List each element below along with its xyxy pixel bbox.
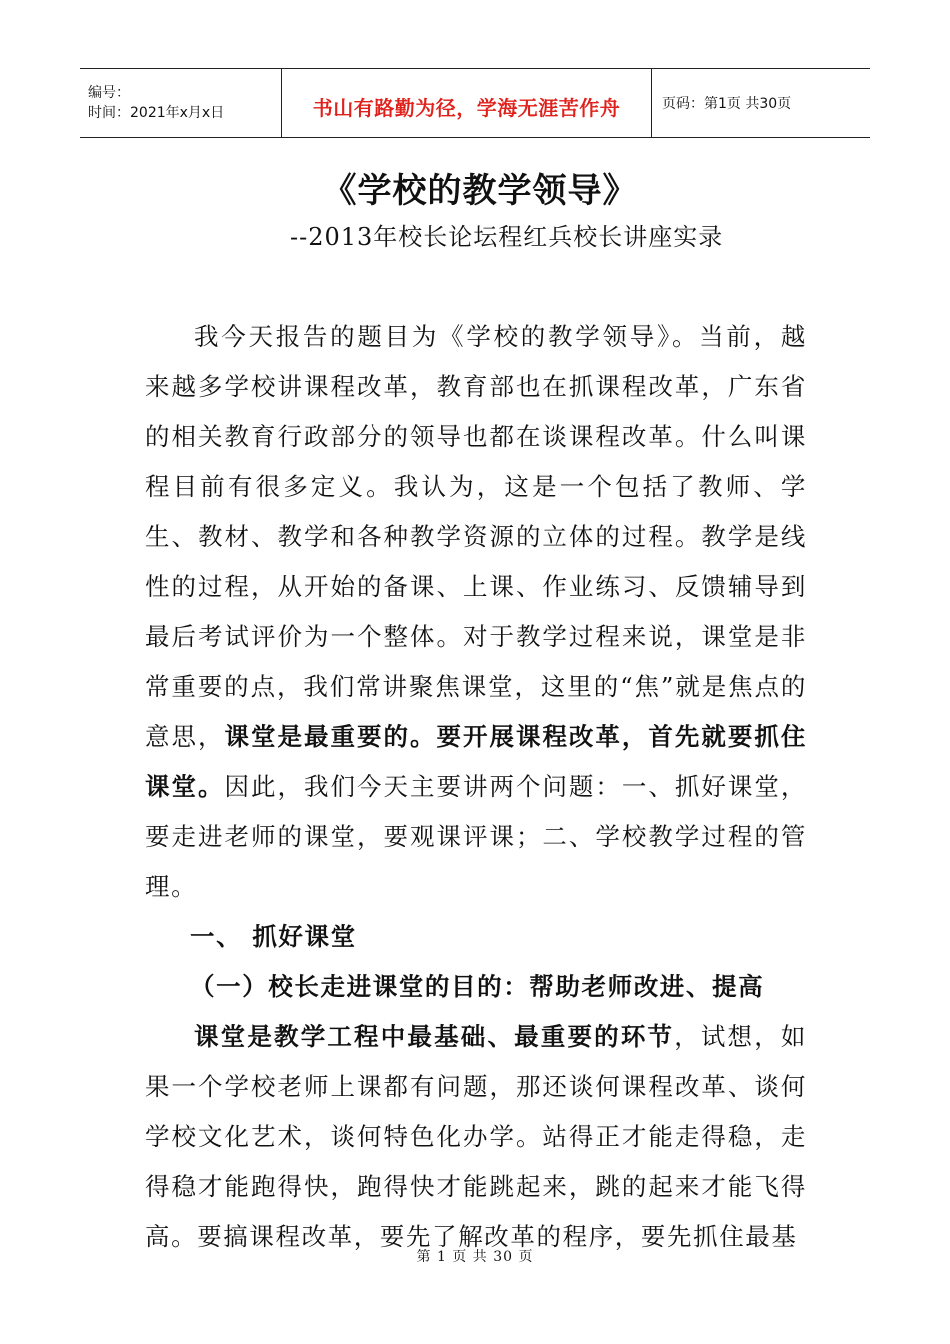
- paragraph-classroom: [145, 1012, 807, 1262]
- document-title: 《学校的教学领导》: [322, 171, 638, 211]
- document-header-table: [80, 68, 870, 138]
- paragraph-intro-tail: 因此，我们今天主要讲两个问题：一、抓好课堂，要走进老师的课堂，要观课评课；二、学校教学过程的管理。: [145, 772, 807, 901]
- header-meta-cell: [80, 69, 281, 137]
- paragraph-classroom-text: ，试想，如果一个学校老师上课都有问题，那还谈何课程改革、谈何学校文化艺术，谈何特色化办学。站得正才能走得稳，走得稳才能跑得快，跑得快才能跳起来，跳的起来才能飞得高。要搞课程改革，要先了解改革的程序，要先抓住最基: [145, 1022, 807, 1251]
- document-body: [145, 312, 807, 1262]
- section-heading-1: 一、 抓好课堂: [190, 922, 357, 951]
- header-motto-cell: [281, 69, 652, 137]
- paragraph-classroom-bold: 课堂是教学工程中最基础、最重要的环节: [194, 1022, 675, 1051]
- header-page-info: 页码：第1页 共30页: [662, 96, 792, 112]
- paragraph-intro: [145, 312, 807, 912]
- page-footer: 第 1 页 共 30 页: [416, 1249, 534, 1265]
- subsection-heading-1: （一）校长走进课堂的目的：帮助老师改进、提高: [190, 972, 765, 1001]
- document-number-label: 编号：: [88, 85, 130, 101]
- paragraph-intro-bold: 课堂是最重要的。要开展课程改革，首先就要抓住课堂。: [145, 722, 807, 801]
- header-page-cell: [652, 69, 870, 137]
- header-motto: 书山有路勤为径，学海无涯苦作舟: [312, 95, 621, 120]
- document-time-label: 时间：2021年x月x日: [88, 105, 225, 121]
- document-subtitle: --2013年校长论坛程红兵校长讲座实录: [290, 223, 724, 251]
- paragraph-intro-text: 我今天报告的题目为《学校的教学领导》。当前，越来越多学校讲课程改革，教育部也在抓课程改革，广东省的相关教育行政部分的领导也都在谈课程改革。什么叫课程目前有很多定义。我认为，这是一个包括了教师、学生、教材、教学和各种教学资源的立体的过程。教学是线性的过程，从开始的备课、上课、作业练习、反馈辅导到最后考试评价为一个整体。对于教学过程来说，课堂是非常重要的点，我们常讲聚焦课堂，这里的“焦”就是焦点的意思，: [145, 322, 807, 751]
